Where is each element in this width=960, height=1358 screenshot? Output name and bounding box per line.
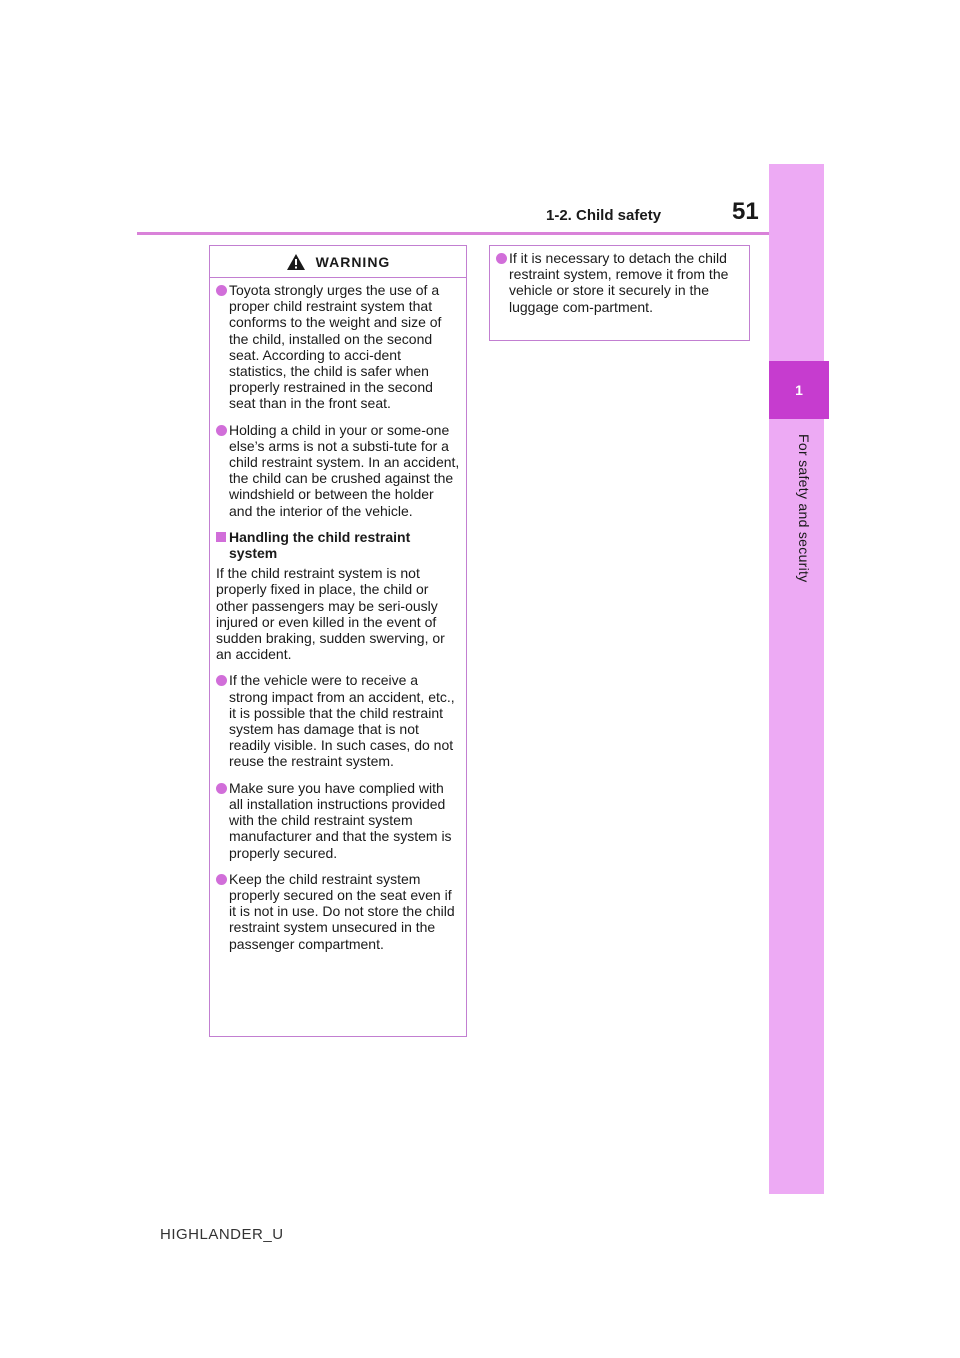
warning-bullet	[216, 871, 460, 952]
warning-bullet-text: Make sure you have complied with all installation instructions provided with the child restraint system manufacturer and that the system is properly secured.	[229, 779, 452, 861]
bullet-dot-icon	[216, 874, 227, 885]
continuation-bullet-text: If it is necessary to detach the child restraint system, remove it from the vehicle or store it securely in the luggage com-partment.	[509, 250, 729, 315]
warning-box	[209, 245, 467, 1037]
warning-bullet	[216, 282, 460, 412]
footer-model-code: HIGHLANDER_U	[160, 1226, 284, 1243]
chapter-number-tab[interactable]: 1	[769, 361, 829, 419]
warning-body	[210, 278, 466, 952]
chapter-label: For safety and security	[796, 434, 812, 583]
warning-header	[210, 246, 466, 278]
continuation-body	[490, 246, 749, 315]
subheading-paragraph: If the child restraint system is not properly fixed in place, the child or other passengers may be seri-ously injured or even killed in the event of sudden braking, sudden swerving, or an accident.	[216, 565, 445, 663]
header-rule	[137, 232, 769, 235]
subheading	[216, 529, 460, 561]
bullet-dot-icon	[496, 253, 507, 264]
square-bullet-icon	[216, 532, 226, 542]
warning-bullet-text: Keep the child restraint system properly secured on the seat even if it is not in use. Do not store the child restraint system unsecured in the passenger compartment.	[229, 870, 455, 952]
warning-bullet	[216, 422, 460, 519]
subheading-text: Handling the child restraint system	[229, 528, 411, 562]
warning-bullet-text: Holding a child in your or some-one else’s arms is not a substi-tute for a child restraint system. In an accident, the child can be crushed against the windshield or between the holder and the interior of the vehicle.	[229, 421, 460, 519]
warning-bullet-text: Toyota strongly urges the use of a proper child restraint system that conforms to the weight and size of the child, installed on the second seat. According to acci-dent statistics, the child is safer when properly restrained in the second seat than in the front seat.	[229, 282, 442, 412]
bullet-dot-icon	[216, 675, 227, 686]
section-title: 1-2. Child safety	[546, 207, 662, 224]
warning-triangle-icon	[286, 253, 306, 271]
page-number: 51	[732, 198, 759, 225]
warning-bullet	[216, 780, 460, 861]
warning-title: WARNING	[315, 253, 391, 270]
bullet-dot-icon	[216, 285, 227, 296]
continuation-bullet	[496, 250, 743, 315]
chapter-tab-strip	[769, 164, 824, 1194]
warning-continuation-box	[489, 245, 750, 341]
warning-bullet-text: If the vehicle were to receive a strong impact from an accident, etc., it is possible that the child restraint system has damage that is not readily visible. In such cases, do not reuse the restraint system.	[229, 672, 455, 770]
bullet-dot-icon	[216, 425, 227, 436]
warning-bullet	[216, 672, 460, 769]
bullet-dot-icon	[216, 783, 227, 794]
